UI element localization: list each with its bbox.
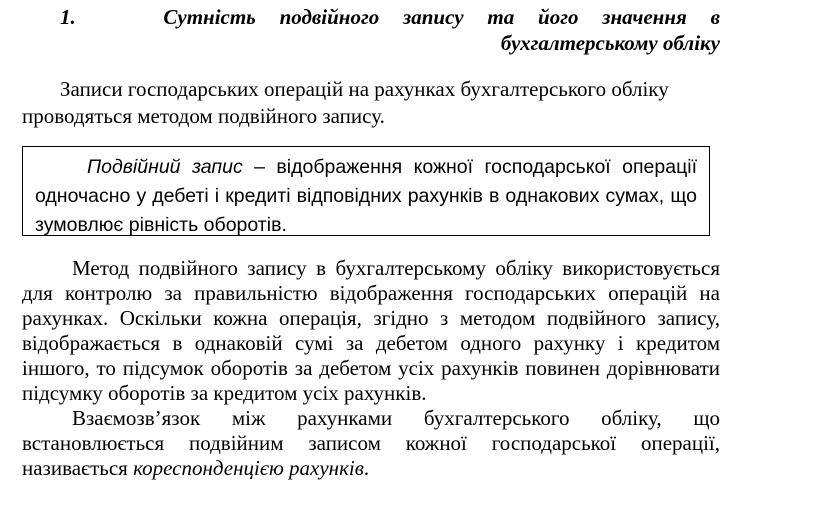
section-heading [60,4,720,56]
intro-paragraph: Записи господарських операцій на рахунках бухгалтерського обліку проводяться методом подвійного запису. [22,77,669,128]
method-paragraph: Метод подвійного запису в бухгалтерському обліку використовується для контролю за правильністю відображення господарських операцій на рахунках. Оскільки кожна операція, згідно з методом подвійного запису, відображається в однаковій сумі за дебетом одного рахунку і кредитом іншого, то підсумок оборотів за дебетом усіх рахунків повинен дорівнювати підсумку оборотів за кредитом усіх рахунків. [22,256,720,405]
definition-end: . [281,214,287,236]
section-number: 1. [60,5,76,29]
relation-end: . [363,456,370,480]
section-title: Сутність подвійного запису та його значення в бухгалтерському обліку [163,5,721,55]
relation-term: кореспонденцією рахунків [133,456,364,480]
relation-paragraph [22,406,720,481]
definition-paragraph [35,153,697,240]
body-text [22,256,720,481]
relation-text: Взаємозв’язок між рахунками бухгалтерського обліку, що встановлюється подвійним записом кожної господарської операції, називається [22,406,720,480]
definition-term: Подвійний запис [87,156,243,178]
definition-text: – відображення кожної господарської операції одночасно у дебеті і кредиті відповідних рахунків в однакових сумах, що зумовлює рівність оборотів [35,156,697,236]
definition-box [22,146,710,236]
